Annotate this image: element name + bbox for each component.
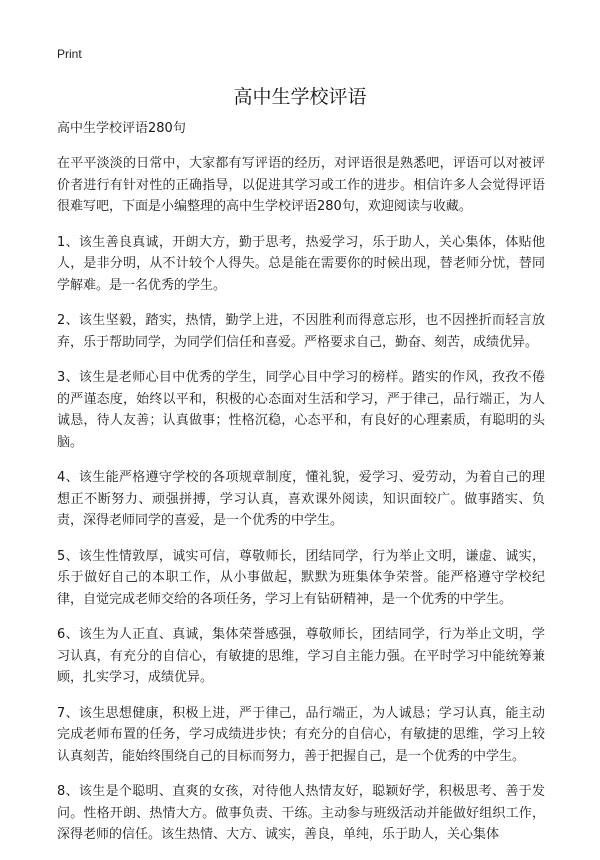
comment-item-7: 7、该生思想健康，积极上进，严于律己，品行端正，为人诚恳；学习认真，能主动完成老师布置的任务，学习成绩进步快；有充分的自信心，有敏捷的思维，学习上较认真刻苦，能始终围绕自己的目标而努力，善于把握自己，是一个优秀的中学生。 <box>57 705 545 764</box>
comment-item-8: 8、该生是个聪明、直爽的女孩，对待他人热情友好，聪颖好学，积极思考、善于发问。性格开朗、热情大方。做事负责、干练。主动参与班级活动并能做好组织工作，深得老师的信任。该生热情、大方、诚实，善良，单纯，乐于助人，关心集体 <box>57 784 545 842</box>
intro-paragraph: 在平平淡淡的日常中，大家都有写评语的经历，对评语很是熟悉吧，评语可以对被评价者进行有针对性的正确指导，以促进其学习或工作的进步。相信许多人会觉得评语很难写吧，下面是小编整理的高中生学校评语280句，欢迎阅读与收藏。 <box>57 156 545 214</box>
page-title: 高中生学校评语 <box>233 86 367 108</box>
comment-item-6: 6、该生为人正直、真诚，集体荣誉感强，尊敬师长，团结同学，行为举止文明，学习认真，有充分的自信心，有敏捷的思维，学习自主能力强。在平时学习中能统筹兼顾，扎实学习，成绩优异。 <box>57 627 545 685</box>
comment-item-4: 4、该生能严格遵守学校的各项规章制度，懂礼貌，爱学习、爱劳动，为着自己的理想正不断努力、顽强拼搏，学习认真，喜欢课外阅读，知识面较广。做事踏实、负责，深得老师同学的喜爱，是一个优秀的中学生。 <box>57 470 545 528</box>
comment-item-2: 2、该生坚毅，踏实，热情，勤学上进，不因胜利而得意忘形，也不因挫折而轻言放弃，乐于帮助同学，为同学们信任和喜爱。严格要求自己，勤奋、刻苦，成绩优异。 <box>57 313 545 350</box>
document-body <box>57 118 545 860</box>
print-link[interactable]: Print <box>57 47 82 61</box>
document-subtitle: 高中生学校评语280句 <box>57 121 186 136</box>
comment-item-1: 1、该生善良真诚，开朗大方，勤于思考，热爱学习，乐于助人，关心集体，体贴他人，是非分明，从不计较个人得失。总是能在需要你的时候出现，替老师分忧，替同学解难。是一名优秀的学生。 <box>57 234 545 293</box>
comment-item-3: 3、该生是老师心目中优秀的学生，同学心目中学习的榜样。踏实的作风，孜孜不倦的严谨态度，始终以平和，积极的心态面对生活和学习，严于律己，品行端正，为人诚恳，待人友善；认真做事；性格沉稳，心态平和，有良好的心理素质，有聪明的头脑。 <box>57 370 545 450</box>
comment-item-5: 5、该生性情敦厚，诚实可信，尊敬师长，团结同学，行为举止文明，谦虚、诚实，乐于做好自己的本职工作，从小事做起，默默为班集体争荣誉。能严格遵守学校纪律，自觉完成老师交给的各项任务，学习上有钻研精神，是一个优秀的中学生。 <box>57 548 545 607</box>
